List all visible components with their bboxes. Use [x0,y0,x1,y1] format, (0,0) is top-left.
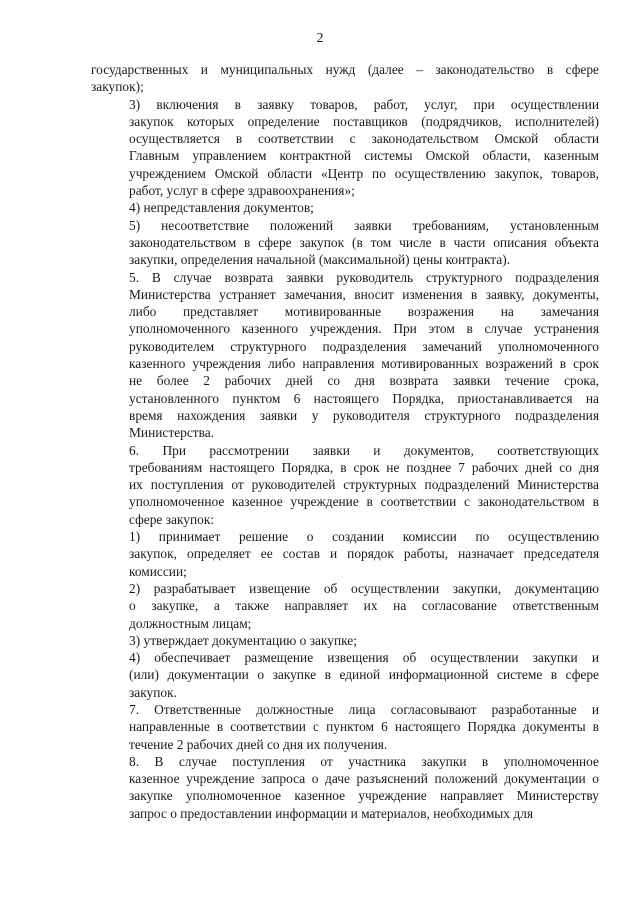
text-line: направленные в соответствии с пунктом 6 настоящего Порядка документы в [129,719,599,735]
paragraph-section-6-item-2 [91,580,599,632]
text-line: 5) несоответствие положений заявки требованиям, установленным [129,217,599,233]
text-line: запрос о предоставлении информации и материалов, необходимых для [129,805,533,821]
text-line: закупки, определения начальной (максимальной) цены контракта). [129,252,511,268]
text-line: Министерства устраняет замечания, вносит изменения в заявку, документы, [129,286,599,302]
text-line: 7. Ответственные должностные лица согласовывают разработанные и [129,701,599,717]
text-line: требованиям настоящего Порядка, в срок не позднее 7 рабочих дней со дня [129,459,599,475]
page-number: 2 [316,31,324,46]
text-line: закупок которых определение поставщиков (подрядчиков, исполнителей) [129,113,599,129]
text-line: о закупке, а также направляет их на согласование ответственным [129,598,599,614]
text-line: закупок. [129,684,177,700]
paragraph-section-5 [91,269,599,442]
text-line: 3) утверждает документацию о закупке; [129,632,357,648]
text-line: казенное учреждение запроса о даче разъяснений положений документации о [129,771,599,787]
text-line: закупок); [91,79,144,95]
text-line: руководителем структурного подразделения замечаний уполномоченного [129,338,599,354]
paragraph-continuation [91,61,599,96]
text-line: течение 2 рабочих дней со дня их получения. [129,736,388,752]
text-line: 2) разрабатывает извещение об осуществлении закупки, документацию [129,580,599,596]
paragraph-section-6-item-4 [91,649,599,701]
paragraph-section-6 [91,442,599,528]
text-line: осуществляется в соответствии с законодательством Омской области [129,131,599,147]
text-line: время нахождения заявки у руководителя структурного подразделения [129,407,599,423]
text-line: установленного пунктом 6 настоящего Порядка, приостанавливается на [129,390,599,406]
text-line: 3) включения в заявку товаров, работ, услуг, при осуществлении [129,96,599,112]
paragraph-section-8 [91,753,599,822]
text-line: сфере закупок: [129,511,215,527]
text-line: 4) непредставления документов; [129,200,314,216]
text-line: их поступления от руководителей структурных подразделений Министерства [129,477,599,493]
text-line: не более 2 рабочих дней со дня возврата заявки течение срока, [129,373,599,389]
text-line: Министерства. [129,425,215,441]
text-line: государственных и муниципальных нужд (далее – законодательство в сфере [91,62,599,77]
text-line: (или) документации о закупке в единой информационной системе в сфере [129,667,599,683]
text-line: 4) обеспечивает размещение извещения об осуществлении закупки и [129,650,599,666]
text-line: 5. В случае возврата заявки руководитель структурного подразделения [129,269,599,285]
text-line: учреждением Омской области «Центр по осуществлению закупок, товаров, [129,165,599,181]
text-line: законодательством в сфере закупок (в том числе в части описания объекта [129,234,599,250]
text-line: казенного учреждения либо направления мотивированных возражений в срок [129,356,599,372]
text-line: уполномоченного казенного учреждения. При этом в случае устранения [129,321,599,337]
paragraph-section-6-item-3 [91,632,599,649]
text-line: уполномоченное казенное учреждение в соответствии с законодательством в [129,494,599,510]
text-line: 6. При рассмотрении заявки и документов, соответствующих [129,442,599,458]
paragraph-item-5 [91,217,599,269]
paragraph-item-3 [91,96,599,200]
text-line: 1) принимает решение о создании комиссии по осуществлению [129,529,599,545]
document-body [91,61,599,822]
paragraph-section-6-item-1 [91,528,599,580]
text-line: работ, услуг в сфере здравоохранения»; [129,183,355,199]
text-line: Главным управлением контрактной системы Омской области, казенным [129,148,599,164]
text-line: либо представляет мотивированные возражения на замечания [129,304,599,320]
text-line: закупке уполномоченное казенное учреждение направляет Министерству [129,788,599,804]
paragraph-item-4 [91,199,599,216]
text-line: закупок, определяет ее состав и порядок работы, назначает председателя [129,546,599,562]
paragraph-section-7 [91,701,599,753]
text-line: 8. В случае поступления от участника закупки в уполномоченное [129,753,599,769]
text-line: должностным лицам; [129,615,252,631]
text-line: комиссии; [129,563,187,579]
